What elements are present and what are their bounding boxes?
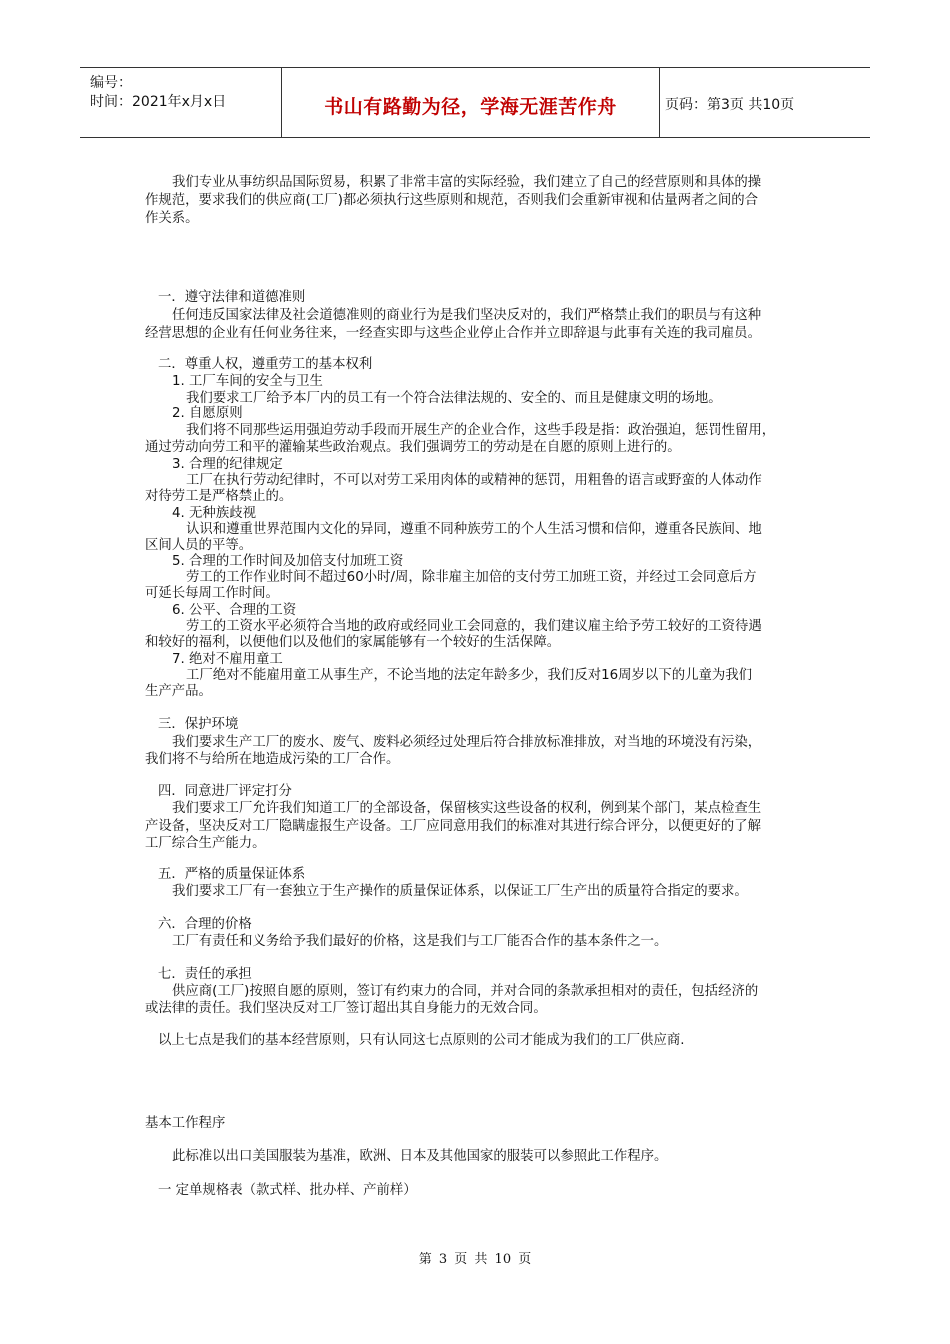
- section-3-text: 我们将不与给所在地造成污染的工厂合作。: [145, 752, 400, 767]
- subsection-text: 认识和遵重世界范围内文化的异同，遵重不同种族劳工的个人生活习惯和信仰，遵重各民族间、地: [186, 522, 762, 537]
- intro-line: 作关系。: [145, 211, 199, 226]
- section-4-title: 四．同意进厂评定打分: [158, 784, 292, 799]
- header-motto: 书山有路勤为径，学海无涯苦作舟: [324, 96, 617, 118]
- summary-text: 以上七点是我们的基本经营原则，只有认同这七点原则的公司才能成为我们的工厂供应商.: [158, 1033, 685, 1048]
- section-1-text: 经营思想的企业有任何业务往来，一经查实即与这些企业停止合作并立即辞退与此事有关连的我司雇员。: [145, 326, 761, 341]
- header-table: [80, 67, 870, 138]
- subsection-text: 劳工的工资水平必须符合当地的政府或经同业工会同意的，我们建议雇主给予劳工较好的工资待遇: [186, 619, 762, 634]
- subsection-text: 工厂在执行劳动纪律时，不可以对劳工采用肉体的或精神的惩罚，用粗鲁的语言或野蛮的人体动作: [186, 473, 762, 488]
- section-2-title: 二．尊重人权，遵重劳工的基本权利: [158, 357, 373, 372]
- subsection-title: 3. 合理的纪律规定: [172, 457, 283, 472]
- section-4-text: 我们要求工厂允许我们知道工厂的全部设备，保留核实这些设备的权利，例到某个部门，某点检查生: [172, 801, 762, 816]
- section-1-text: 任何违反国家法律及社会道德准则的商业行为是我们坚决反对的，我们严格禁止我们的职员与有这种: [172, 308, 762, 323]
- header-page-cell: [660, 68, 870, 137]
- subsection-text: 工厂绝对不能雇用童工从事生产，不论当地的法定年龄多少，我们反对16周岁以下的儿童为我们: [186, 668, 753, 683]
- subsection-text: 区间人员的平等。: [145, 538, 253, 553]
- subsection-text: 我们要求工厂给予本厂内的员工有一个符合法律法规的、安全的、而且是健康文明的场地。: [186, 391, 722, 406]
- subsection-title: 5. 合理的工作时间及加倍支付加班工资: [172, 554, 404, 569]
- section-5-title: 五．严格的质量保证体系: [158, 867, 306, 882]
- header-page-label: 页码：第3页 共10页: [665, 97, 795, 113]
- subsection-text: 和较好的福利，以便他们以及他们的家属能够有一个较好的生活保障。: [145, 635, 561, 650]
- section-4-text: 工厂综合生产能力。: [145, 836, 266, 851]
- section-3-text: 我们要求生产工厂的废水、废气、废料必须经过处理后符合排放标准排放，对当地的环境没有污染，: [172, 735, 762, 750]
- document-number-label: 编号：: [90, 75, 132, 91]
- procedure-item: 一 定单规格表（款式样、批办样、产前样）: [158, 1183, 417, 1198]
- section-7-text: 供应商(工厂)按照自愿的原则，签订有约束力的合同，并对合同的条款承担相对的责任，包括经济的: [172, 984, 759, 999]
- subsection-text: 对待劳工是严格禁止的。: [145, 489, 293, 504]
- section-6-title: 六．合理的价格: [158, 917, 252, 932]
- subsection-text: 劳工的工作作业时间不超过60小时/周，除非雇主加倍的支付劳工加班工资，并经过工会同意后方: [186, 570, 757, 585]
- subsection-title: 6. 公平、合理的工资: [172, 603, 297, 618]
- procedure-title: 基本工作程序: [145, 1116, 226, 1131]
- subsection-title: 1. 工厂车间的安全与卫生: [172, 374, 323, 389]
- section-7-title: 七．责任的承担: [158, 967, 252, 982]
- section-5-text: 我们要求工厂有一套独立于生产操作的质量保证体系，以保证工厂生产出的质量符合指定的要求。: [172, 884, 748, 899]
- subsection-title: 4. 无种族歧视: [172, 506, 256, 521]
- intro-line: 作规范，要求我们的供应商(工厂)都必须执行这些原则和规范，否则我们会重新审视和估量两者之间的合: [145, 193, 759, 208]
- document-time-label: 时间：2021年x月x日: [90, 94, 227, 110]
- subsection-text: 生产产品。: [145, 684, 212, 699]
- subsection-title: 7. 绝对不雇用童工: [172, 652, 283, 667]
- section-3-title: 三．保护环境: [158, 717, 239, 732]
- subsection-text: 通过劳动向劳工和平的灌输某些政治观点。我们强调劳工的劳动是在自愿的原则上进行的。: [145, 440, 681, 455]
- section-1-title: 一．遵守法律和道德准则: [158, 290, 306, 305]
- header-left-cell: [80, 68, 282, 137]
- page-footer: 第 3 页 共 10 页: [418, 1252, 532, 1267]
- header-motto-cell: [282, 68, 660, 137]
- procedure-intro: 此标准以出口美国服装为基准，欧洲、日本及其他国家的服装可以参照此工作程序。: [172, 1149, 668, 1164]
- section-6-text: 工厂有责任和义务给予我们最好的价格，这是我们与工厂能否合作的基本条件之一。: [172, 934, 668, 949]
- intro-line: 我们专业从事纺织品国际贸易，积累了非常丰富的实际经验，我们建立了自己的经营原则和具体的操: [172, 175, 762, 190]
- subsection-text: 可延长每周工作时间。: [145, 586, 279, 601]
- section-7-text: 或法律的责任。我们坚决反对工厂签订超出其自身能力的无效合同。: [145, 1001, 547, 1016]
- subsection-text: 我们将不同那些运用强迫劳动手段而开展生产的企业合作，这些手段是指：政治强迫，惩罚性留用，: [186, 423, 776, 438]
- section-4-text: 产设备，坚决反对工厂隐瞒虚报生产设备。工厂应同意用我们的标准对其进行综合评分，以便更好的了解: [145, 819, 761, 834]
- subsection-title: 2. 自愿原则: [172, 406, 243, 421]
